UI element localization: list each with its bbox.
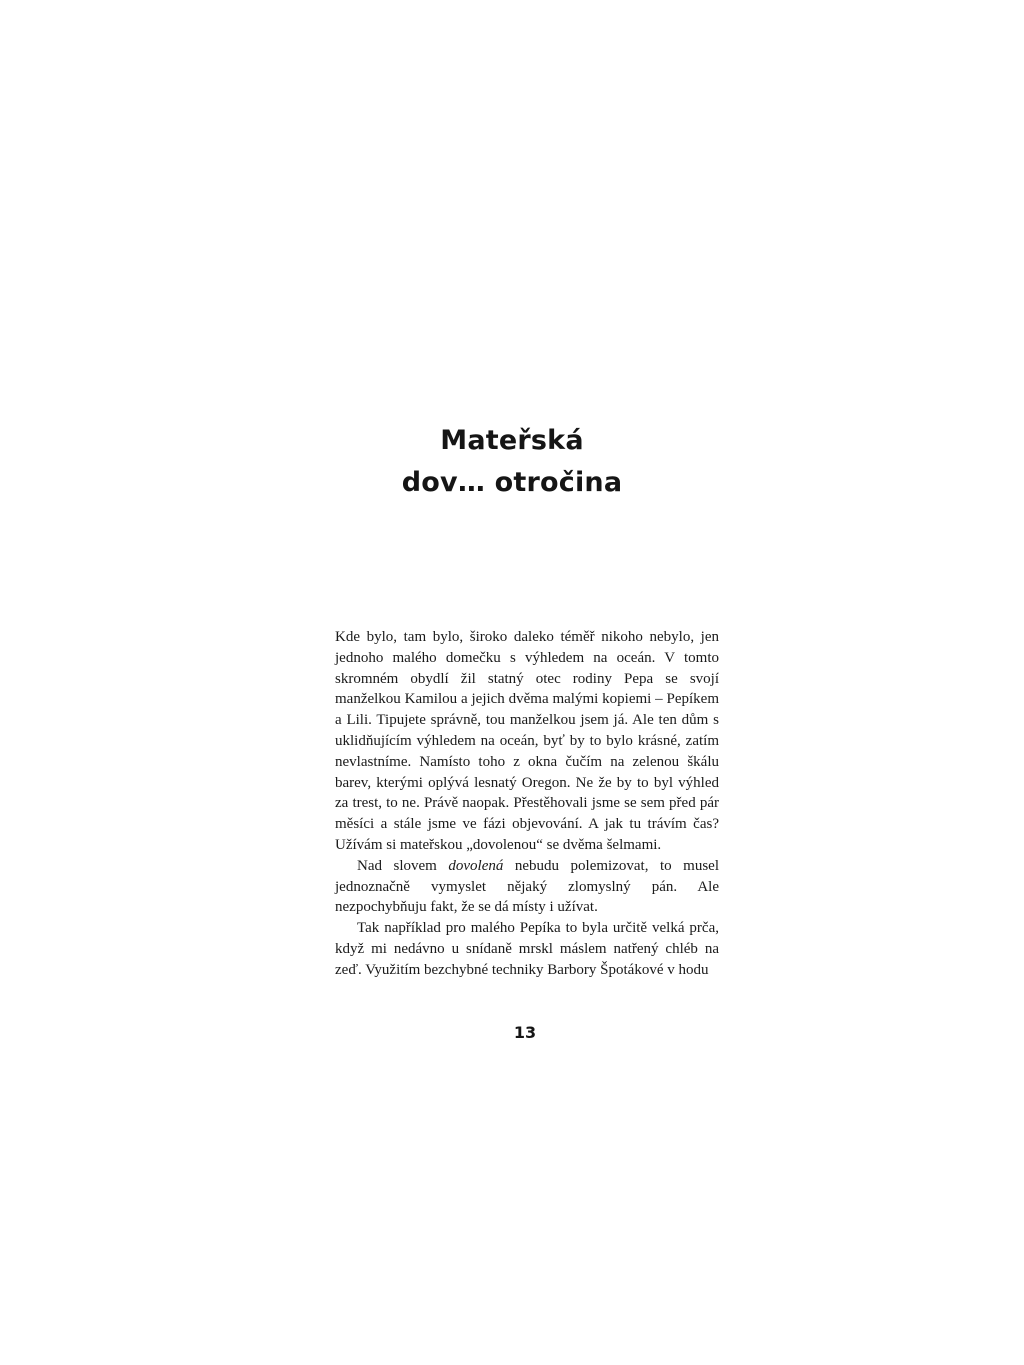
paragraph-2-emphasis: dovolená — [448, 857, 504, 874]
chapter-body — [335, 627, 719, 981]
chapter-title-line-2: dov… otročina — [401, 467, 623, 498]
paragraph-2 — [335, 856, 719, 918]
paragraph-3: Tak například pro malého Pepíka to byla určitě velká prča, když mi nedávno u snídaně mrskl máslem natřený chléb na zeď. Využitím bezchybné techniky Barbory Špotákové v hodu — [335, 920, 719, 978]
chapter-title-line-1: Mateřská — [440, 425, 584, 456]
page-number: 13 — [513, 1023, 537, 1042]
paragraph-1: Kde bylo, tam bylo, široko daleko téměř nikoho nebylo, jen jednoho malého domečku s výhledem na oceán. V tomto skromném obydlí žil statný otec rodiny Pepa se svojí manželkou Kamilou a jejich dvěma malými kopiemi – Pepíkem a Lili. Tipujete správně, tou manželkou jsem já. Ale ten dům s uklidňujícím výhledem na oceán, byť by to bylo krásné, zatím nevlastníme. Namísto toho z okna čučím na zelenou škálu barev, kterými oplývá lesnatý Oregon. Ne že by to byl výhled za trest, to ne. Právě naopak. Přestěhovali jsme se sem před pár měsíci a stále jsme ve fázi objevování. A jak tu trávím čas? Užívám si mateřskou „dovolenou“ se dvěma šelmami. — [335, 629, 719, 853]
paragraph-2-start: Nad slovem — [357, 857, 449, 874]
paragraph-2-end: nebudu polemizovat, to musel jednoznačně vymyslet nějaký zlomyslný pán. Ale nezpochybňuju fakt, že se dá místy i užívat. — [335, 857, 719, 916]
chapter-title — [0, 420, 1024, 504]
